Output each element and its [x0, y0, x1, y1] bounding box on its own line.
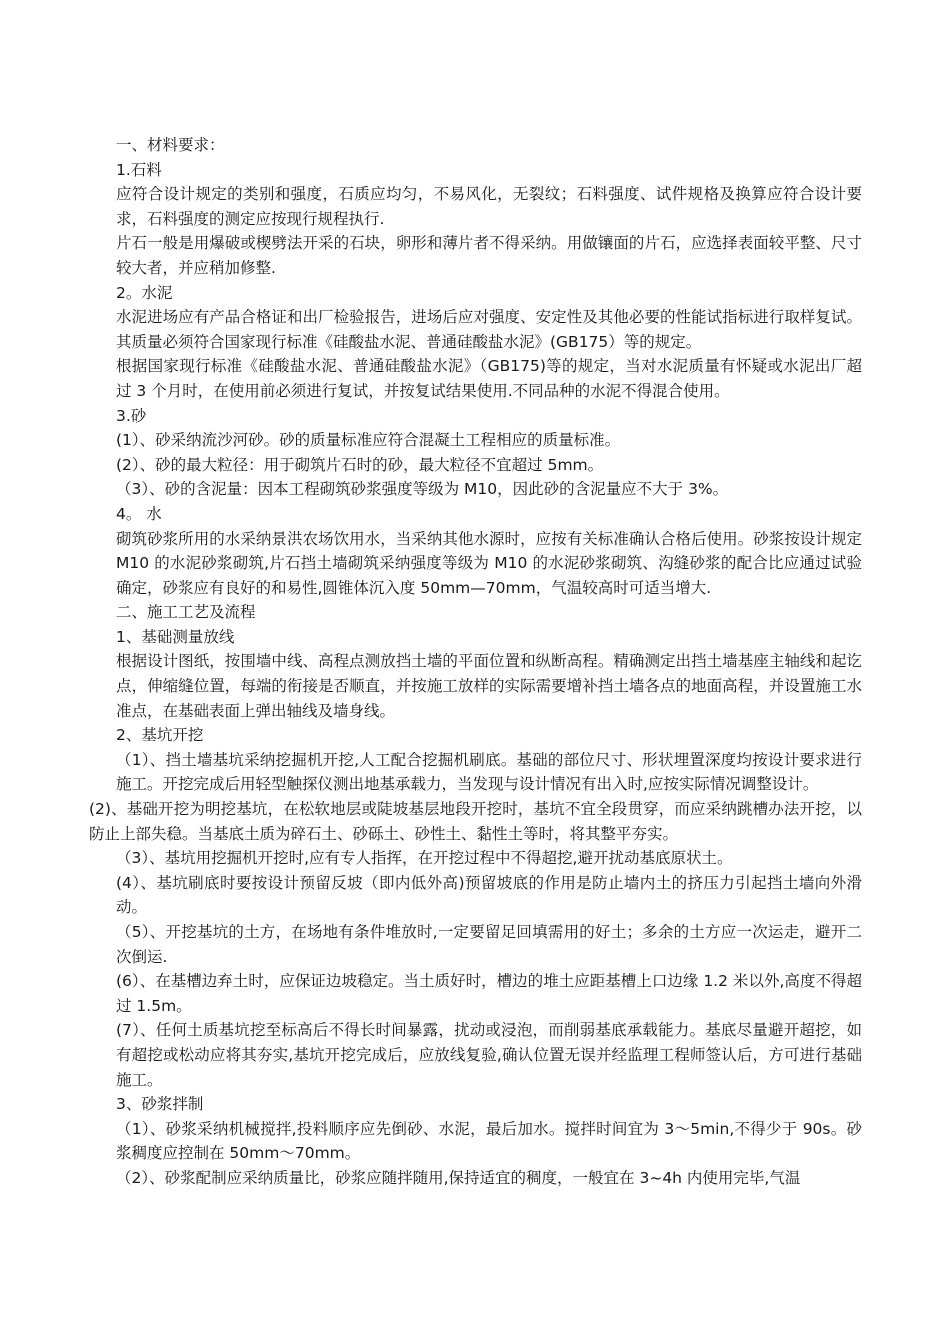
list-item: (2）、砂的最大粒径：用于砌筑片石时的砂，最大粒径不宜超过 5mm。	[116, 455, 604, 474]
subsection-heading: 3.砂	[116, 406, 147, 425]
list-item: (4）、基坑刷底时要按设计预留反坡（即内低外高)预留坡底的作用是防止墙内土的挤压力引起挡土墙向外滑动。	[116, 873, 862, 917]
section-heading: 一、材料要求：	[116, 136, 225, 154]
subsection-heading: 1.石料	[116, 160, 162, 179]
section-heading: 二、施工工艺及流程	[116, 603, 256, 622]
list-item: （3）、砂的含泥量：因本工程砌筑砂浆强度等级为 M10，因此砂的含泥量应不大于 3%。	[116, 480, 729, 499]
list-item: (1）、砂采纳流沙河砂。砂的质量标准应符合混凝土工程相应的质量标准。	[116, 431, 621, 450]
paragraph: 砌筑砂浆所用的水采纳景洪农场饮用水，当采纳其他水源时，应按有关标准确认合格后使用。砂浆按设计规定 M10 的水泥砂浆砌筑,片石挡土墙砌筑采纳强度等级为 M10 的水泥砂浆砌筑、沟缝砂浆的配合比应通过试验确定，砂浆应有良好的和易性,圆锥体沉入度 50mm—70mm，气温较高时可适当增大.	[116, 529, 862, 597]
subsection-heading: 1、基础测量放线	[116, 627, 235, 646]
subsection-heading: 2。水泥	[116, 283, 173, 302]
list-item: （1）、砂浆采纳机械搅拌,投料顺序应先倒砂、水泥，最后加水。搅拌时间宜为 3～5min,不得少于 90s。砂浆稠度应控制在 50mm～70mm。	[116, 1119, 862, 1163]
document-body	[89, 133, 862, 1191]
list-item: (2)、基础开挖为明挖基坑，在松软地层或陡坡基层地段开挖时，基坑不宜全段贯穿，而应采纳跳槽办法开挖，以防止上部失稳。当基底土质为碎石土、砂砾土、砂性土、黏性土等时，将其整平夯实。	[89, 800, 862, 843]
list-item: (6）、在基槽边弃土时，应保证边坡稳定。当土质好时，槽边的堆土应距基槽上口边缘 1.2 米以外,高度不得超过 1.5m。	[116, 972, 862, 1015]
paragraph: 应符合设计规定的类别和强度，石质应均匀，不易风化，无裂纹；石料强度、试件规格及换算应符合设计要求，石料强度的测定应按现行规程执行.	[116, 185, 862, 228]
paragraph: 根据设计图纸，按围墙中线、高程点测放挡土墙的平面位置和纵断高程。精确测定出挡土墙基座主轴线和起讫点，伸缩缝位置，每端的衔接是否顺直，并按施工放样的实际需要增补挡土墙各点的地面高程，并设置施工水准点，在基础表面上弹出轴线及墙身线。	[116, 652, 862, 720]
list-item: （1）、挡土墙基坑采纳挖掘机开挖,人工配合挖掘机刷底。基础的部位尺寸、形状埋置深度均按设计要求进行施工。开挖完成后用轻型触探仪测出地基承载力，当发现与设计情况有出入时,应按实际情况调整设计。	[116, 750, 862, 794]
list-item: (7）、任何土质基坑挖至标高后不得长时间暴露，扰动或浸泡，而削弱基底承载能力。基底尽量避开超挖，如有超挖或松动应将其夯实,基坑开挖完成后，应放线复验,确认位置无误并经监理工程师签认后，方可进行基础施工。	[116, 1021, 862, 1089]
paragraph: 根据国家现行标准《硅酸盐水泥、普通硅酸盐水泥》（GB175)等的规定，当对水泥质量有怀疑或水泥出厂超过 3 个月时，在使用前必须进行复试，并按复试结果使用.不同品种的水泥不得混合使用。	[116, 357, 862, 400]
subsection-heading: 4。 水	[116, 504, 162, 523]
subsection-heading: 3、砂浆拌制	[116, 1095, 204, 1114]
list-item: （5）、开挖基坑的土方，在场地有条件堆放时,一定要留足回填需用的好土；多余的土方应一次运走，避开二次倒运.	[116, 923, 862, 966]
paragraph: 片石一般是用爆破或楔劈法开采的石块，卵形和薄片者不得采纳。用做镶面的片石，应选择表面较平整、尺寸较大者，并应稍加修整.	[116, 234, 862, 277]
list-item: （2）、砂浆配制应采纳质量比，砂浆应随拌随用,保持适宜的稠度，一般宜在 3~4h 内使用完毕,气温	[116, 1168, 801, 1187]
subsection-heading: 2、基坑开挖	[116, 726, 204, 745]
list-item: （3）、基坑用挖掘机开挖时,应有专人指挥，在开挖过程中不得超挖,避开扰动基底原状土。	[116, 849, 733, 868]
paragraph: 水泥进场应有产品合格证和出厂检验报告，进场后应对强度、安定性及其他必要的性能试指标进行取样复试。其质量必须符合国家现行标准《硅酸盐水泥、普通硅酸盐水泥》(GB175）等的规定。	[116, 308, 862, 351]
